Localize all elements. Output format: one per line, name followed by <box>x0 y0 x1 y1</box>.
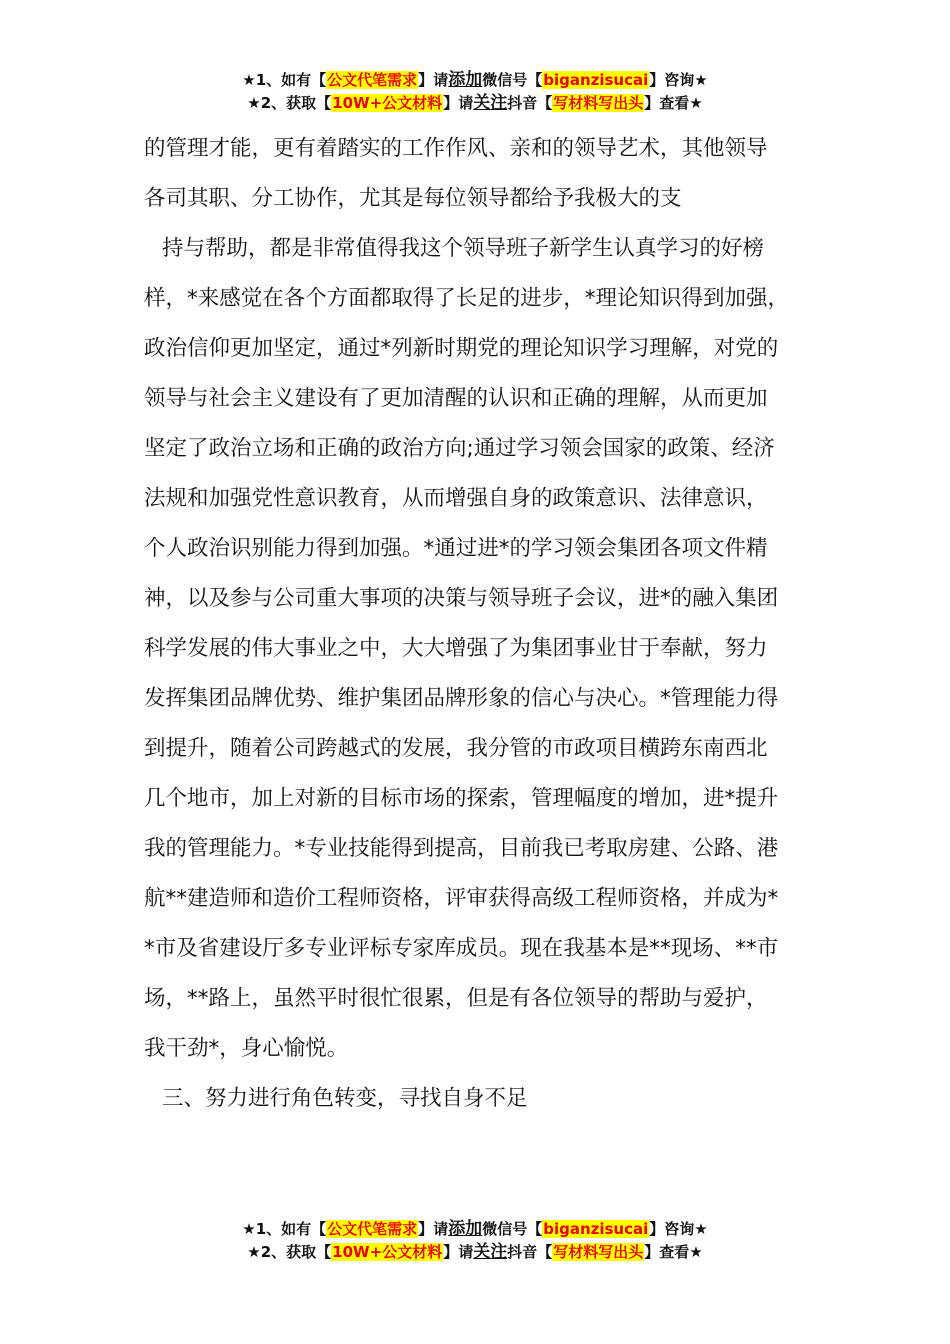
banner-highlight: 10W+公文材料 <box>332 1243 443 1261</box>
banner-highlight: biganzisucai <box>543 1220 649 1238</box>
banner-highlight: 公文代笔需求 <box>327 71 418 89</box>
body-line: 坚定了政治立场和正确的政治方向;通过学习领会国家的政策、经济 <box>144 436 775 461</box>
body-line: 样，*来感觉在各个方面都取得了长足的进步，*理论知识得到加强， <box>144 286 790 311</box>
banner-highlight: biganzisucai <box>543 71 649 89</box>
banner-text: 抖音【 <box>507 1243 553 1261</box>
body-line: 我干劲*，身心愉悦。 <box>144 1036 349 1061</box>
banner-text: 】咨询★ <box>649 71 708 89</box>
document-body <box>144 124 809 1124</box>
body-line: 场，**路上，虽然平时很忙很累，但是有各位领导的帮助与爱护， <box>144 986 768 1011</box>
banner-highlight: 公文代笔需求 <box>327 1220 418 1238</box>
banner-text: 】咨询★ <box>649 1220 708 1238</box>
banner-line-1 <box>0 1218 950 1241</box>
banner-text: 微信号【 <box>482 71 543 89</box>
section-heading: 三、努力进行角色转变，寻找自身不足 <box>162 1086 528 1111</box>
banner-text: 】查看★ <box>644 1243 703 1261</box>
banner-text: 】请 <box>443 1243 474 1261</box>
body-line: 各司其职、分工协作，尤其是每位领导都给予我极大的支 <box>144 186 682 211</box>
banner-text: 抖音【 <box>507 94 553 112</box>
body-line: 发挥集团品牌优势、维护集团品牌形象的信心与决心。*管理能力得 <box>144 686 779 711</box>
banner-highlight: 写材料写出头 <box>553 94 644 112</box>
body-line: 航**建造师和造价工程师资格，评审获得高级工程师资格，并成为* <box>144 886 779 911</box>
banner-highlight: 10W+公文材料 <box>332 94 443 112</box>
banner-line-2 <box>0 1241 950 1264</box>
body-line: 我的管理能力。*专业技能得到提高，目前我已考取房建、公路、港 <box>144 836 779 861</box>
body-line: 政治信仰更加坚定，通过*列新时期党的理论知识学习理解，对党的 <box>144 336 779 361</box>
banner-text: ★2、获取【 <box>247 94 332 112</box>
banner-text: ★2、获取【 <box>247 1243 332 1261</box>
body-line: 领导与社会主义建设有了更加清醒的认识和正确的理解，从而更加 <box>144 386 768 411</box>
body-line: 持与帮助，都是非常值得我这个领导班子新学生认真学习的好榜 <box>162 236 765 261</box>
body-line: 的管理才能，更有着踏实的工作作风、亲和的领导艺术，其他领导 <box>144 136 768 161</box>
banner-emphasis: 添加 <box>448 1219 483 1239</box>
banner-text: 微信号【 <box>482 1220 543 1238</box>
footer-banner <box>0 1218 950 1264</box>
banner-text: ★1、如有【 <box>242 1220 327 1238</box>
banner-text: 】请 <box>443 94 474 112</box>
body-line: 法规和加强党性意识教育，从而增强自身的政策意识、法律意识， <box>144 486 768 511</box>
body-line: 到提升，随着公司跨越式的发展，我分管的市政项目横跨东南西北 <box>144 736 768 761</box>
banner-text: 】请 <box>418 71 449 89</box>
banner-highlight: 写材料写出头 <box>553 1243 644 1261</box>
body-line: 科学发展的伟大事业之中，大大增强了为集团事业甘于奉献，努力 <box>144 636 768 661</box>
banner-text: ★1、如有【 <box>242 71 327 89</box>
body-line: 几个地市，加上对新的目标市场的探索，管理幅度的增加，进*提升 <box>144 786 779 811</box>
body-line: 神，以及参与公司重大事项的决策与领导班子会议，进*的融入集团 <box>144 586 779 611</box>
banner-text: 】请 <box>418 1220 449 1238</box>
body-line: 个人政治识别能力得到加强。*通过进*的学习领会集团各项文件精 <box>144 536 768 561</box>
banner-emphasis: 关注 <box>473 93 508 113</box>
body-line: *市及省建设厅多专业评标专家库成员。现在我基本是**现场、**市 <box>144 936 779 961</box>
banner-emphasis: 关注 <box>473 1242 508 1262</box>
banner-line-1 <box>0 69 950 92</box>
header-banner <box>0 69 950 115</box>
banner-line-2 <box>0 92 950 115</box>
banner-text: 】查看★ <box>644 94 703 112</box>
banner-emphasis: 添加 <box>448 70 483 90</box>
